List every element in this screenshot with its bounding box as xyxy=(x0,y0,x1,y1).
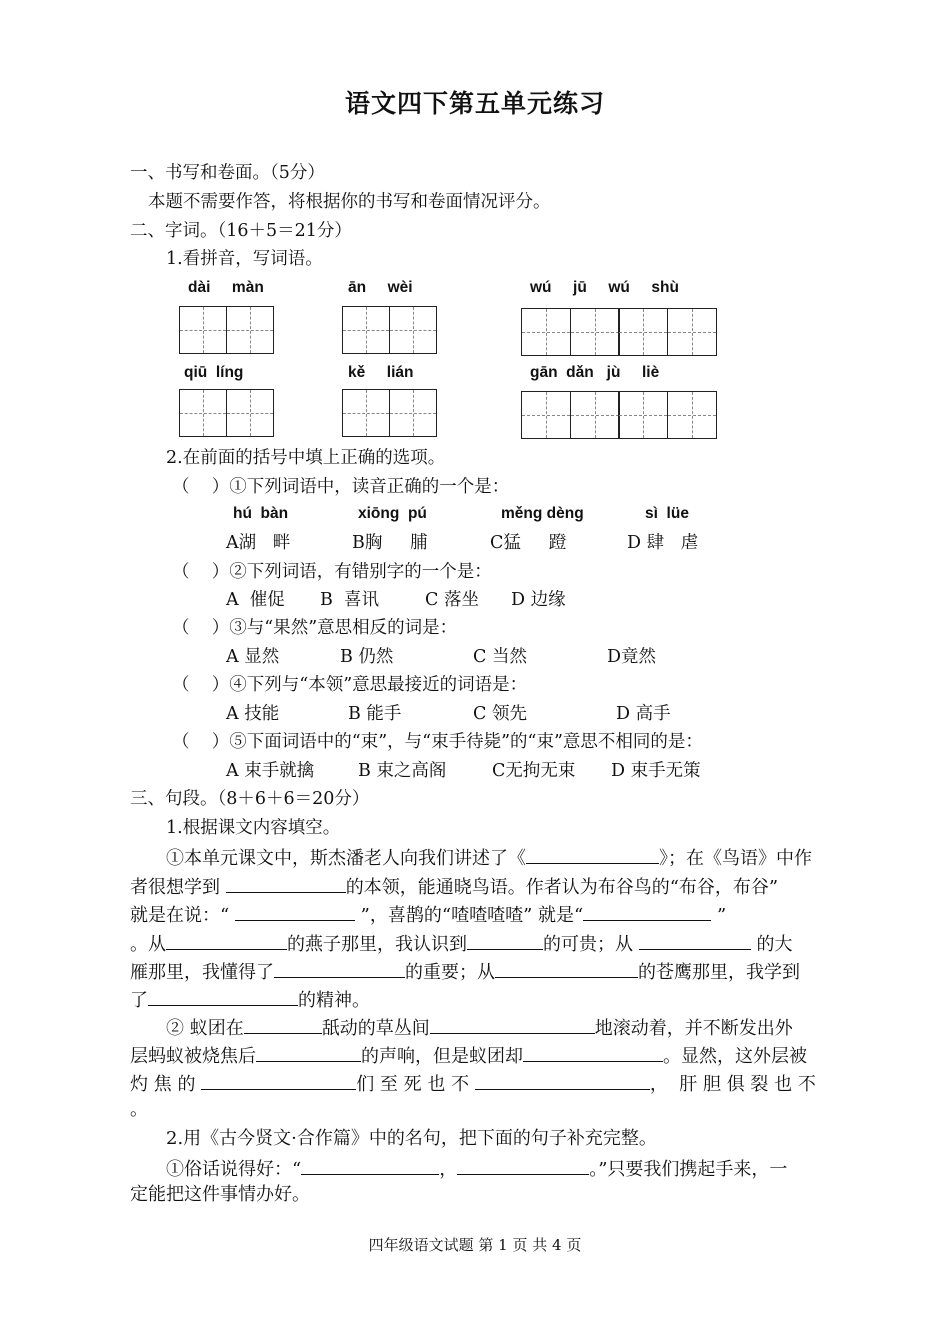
para-line-2: 者很想学到 的本领，能通晓鸟语。作者认为布谷鸟的“布谷，布谷” xyxy=(130,874,778,899)
answer-blank[interactable] xyxy=(148,987,298,1006)
pinyin-3: wú jū wú shù xyxy=(530,279,679,296)
opt3-a: A 显然 xyxy=(226,647,280,667)
opt5-d: D 束手无策 xyxy=(611,761,701,781)
answer-blank[interactable] xyxy=(166,931,287,950)
mc-item-4: （ ）④下列与“本领”意思最接近的词语是： xyxy=(172,675,528,695)
answer-blank[interactable] xyxy=(235,902,355,921)
mc-item-2: （ ）②下列词语，有错别字的一个是： xyxy=(172,562,492,582)
opt1-pinyin-c: měng dèng xyxy=(501,505,584,522)
mc-item-1: （ ）①下列词语中，读音正确的一个是： xyxy=(172,477,510,497)
opt4-c: C 领先 xyxy=(473,704,527,724)
opt1-a: A湖 畔 xyxy=(226,533,291,553)
opt4-a: A 技能 xyxy=(226,704,280,724)
para-line-3: 就是在说：“ ”，喜鹊的“喳喳喳喳” 就是“ ” xyxy=(130,902,726,927)
answer-blank[interactable] xyxy=(274,959,405,978)
page-footer: 四年级语文试题 第 1 页 共 4 页 xyxy=(368,1236,582,1254)
opt1-pinyin-a: hú bàn xyxy=(233,505,289,522)
mc-item-3: （ ）③与“果然”意思相反的词是： xyxy=(172,618,458,638)
para-line-5: 雁那里，我懂得了 的重要；从 的苍鹰那里，我学到 xyxy=(130,959,800,984)
answer-blank[interactable] xyxy=(226,874,346,893)
answer-blank[interactable] xyxy=(526,845,659,864)
answer-blank[interactable] xyxy=(583,902,711,921)
pinyin-2: ān wèi xyxy=(348,279,413,296)
answer-blank[interactable] xyxy=(523,1043,663,1062)
para-line-11: ①俗话说得好：“ ， 。”只要我们携起手来，一 xyxy=(166,1156,787,1181)
opt1-pinyin-b: xiōng pú xyxy=(358,505,427,522)
answer-blank[interactable] xyxy=(467,931,543,950)
para-line-4: 。从 的燕子那里，我认识到 的可贵；从 的大 xyxy=(130,931,792,956)
question-3-2: 2.用《古今贤文·合作篇》中的名句，把下面的句子补充完整。 xyxy=(166,1128,657,1149)
section-2-heading: 二、字词。（16＋5＝21分） xyxy=(130,221,352,241)
opt2-a: A 催促 xyxy=(226,590,285,610)
para-line-10: 。 xyxy=(130,1099,148,1120)
opt5-c: C无拘无束 xyxy=(492,761,576,781)
opt1-pinyin-d: sì lüe xyxy=(645,505,689,522)
opt4-d: D 高手 xyxy=(616,704,671,724)
writing-grid-3[interactable] xyxy=(521,308,715,356)
opt2-c: C 落坐 xyxy=(425,590,479,610)
opt1-d: D 肆 虐 xyxy=(627,533,699,553)
opt4-b: B 能手 xyxy=(348,704,402,724)
para-line-8: 层蚂蚁被烧焦后 的声响，但是蚁团却 。显然，这外层被 xyxy=(130,1043,807,1068)
para-line-1: ①本单元课文中，斯杰潘老人向我们讲述了《 》；在《鸟语》中作 xyxy=(166,845,812,870)
opt5-a: A 束手就擒 xyxy=(226,761,315,781)
para-line-6: 了 的精神。 xyxy=(130,987,370,1012)
answer-blank[interactable] xyxy=(244,1015,322,1034)
writing-grid-6[interactable] xyxy=(521,391,715,439)
opt3-d: D竟然 xyxy=(607,647,657,667)
answer-blank[interactable] xyxy=(201,1071,356,1090)
para-line-9: 灼 焦 的 们 至 死 也 不 ， 肝 胆 俱 裂 也 不 xyxy=(130,1071,816,1096)
section-3-heading: 三、句段。（8＋6＋6＝20分） xyxy=(130,789,370,809)
opt3-c: C 当然 xyxy=(473,647,527,667)
answer-blank[interactable] xyxy=(301,1156,439,1175)
opt1-b: B胸 脯 xyxy=(352,533,428,553)
question-2-2: 2.在前面的括号中填上正确的选项。 xyxy=(166,448,446,468)
pinyin-5: kě lián xyxy=(348,364,414,381)
answer-blank[interactable] xyxy=(495,959,638,978)
section-1-note: 本题不需要作答，将根据你的书写和卷面情况评分。 xyxy=(148,192,551,212)
writing-grid-1[interactable] xyxy=(179,306,272,354)
writing-grid-2[interactable] xyxy=(342,306,435,354)
pinyin-4: qiū líng xyxy=(184,364,244,381)
opt3-b: B 仍然 xyxy=(340,647,394,667)
answer-blank[interactable] xyxy=(639,931,751,950)
answer-blank[interactable] xyxy=(256,1043,361,1062)
opt5-b: B 束之高阁 xyxy=(358,761,447,781)
para-line-7: ② 蚁团在 舐动的草丛间 地滚动着，并不断发出外 xyxy=(166,1015,793,1040)
answer-blank[interactable] xyxy=(475,1071,650,1090)
question-2-1: 1.看拼音，写词语。 xyxy=(166,249,323,269)
page-title: 语文四下第五单元练习 xyxy=(344,89,605,118)
question-3-1: 1.根据课文内容填空。 xyxy=(166,818,341,838)
para-line-12: 定能把这件事情办好。 xyxy=(130,1184,310,1205)
opt1-c: C猛 蹬 xyxy=(490,533,567,553)
mc-item-5: （ ）⑤下面词语中的“束”，与“束手待毙”的“束”意思不相同的是： xyxy=(172,732,703,752)
answer-blank[interactable] xyxy=(457,1156,589,1175)
writing-grid-4[interactable] xyxy=(179,389,272,437)
writing-grid-5[interactable] xyxy=(342,389,435,437)
pinyin-1: dài màn xyxy=(188,279,264,296)
opt2-b: B 喜讯 xyxy=(320,590,379,610)
section-1-heading: 一、书写和卷面。（5分） xyxy=(130,163,325,183)
pinyin-6: gān dǎn jù liè xyxy=(530,364,660,381)
answer-blank[interactable] xyxy=(430,1015,595,1034)
opt2-d: D 边缘 xyxy=(511,590,566,610)
